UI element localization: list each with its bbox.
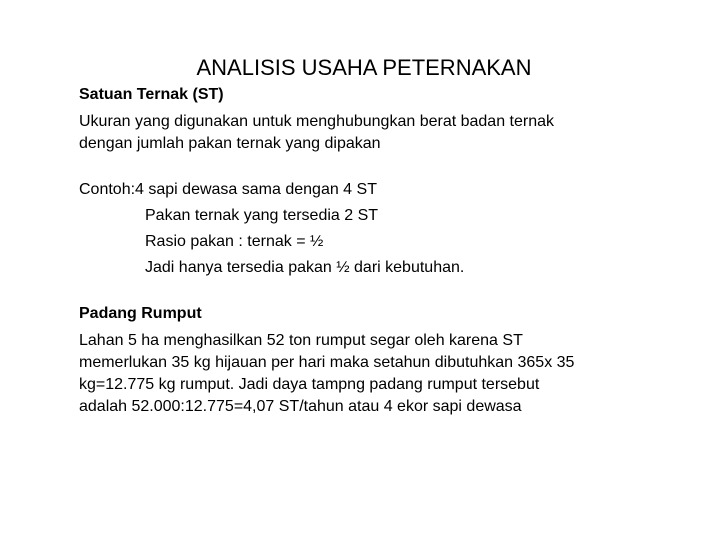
example-line-4: Jadi hanya tersedia pakan ½ dari kebutuhan.	[145, 259, 465, 276]
pasture-line-4: adalah 52.000:12.775=4,07 ST/tahun atau 4 ekor sapi dewasa	[79, 398, 522, 415]
example-line-1: Contoh:4 sapi dewasa sama dengan 4 ST	[79, 181, 377, 198]
section-heading-satuan-ternak: Satuan Ternak (ST)	[79, 86, 224, 103]
example-line-2: Pakan ternak yang tersedia 2 ST	[145, 207, 379, 224]
slide-title: ANALISIS USAHA PETERNAKAN	[196, 55, 532, 80]
example-line-3: Rasio pakan : ternak = ½	[145, 233, 324, 250]
section-heading-padang-rumput: Padang Rumput	[79, 305, 202, 322]
pasture-line-1: Lahan 5 ha menghasilkan 52 ton rumput segar oleh karena ST	[79, 332, 523, 349]
definition-line-1: Ukuran yang digunakan untuk menghubungkan berat badan ternak	[79, 113, 555, 130]
definition-line-2: dengan jumlah pakan ternak yang dipakan	[79, 135, 381, 152]
slide-body	[79, 84, 699, 418]
pasture-line-2: memerlukan 35 kg hijauan per hari maka setahun dibutuhkan 365x 35	[79, 354, 575, 371]
pasture-line-3: kg=12.775 kg rumput. Jadi daya tampng padang rumput tersebut	[79, 376, 540, 393]
